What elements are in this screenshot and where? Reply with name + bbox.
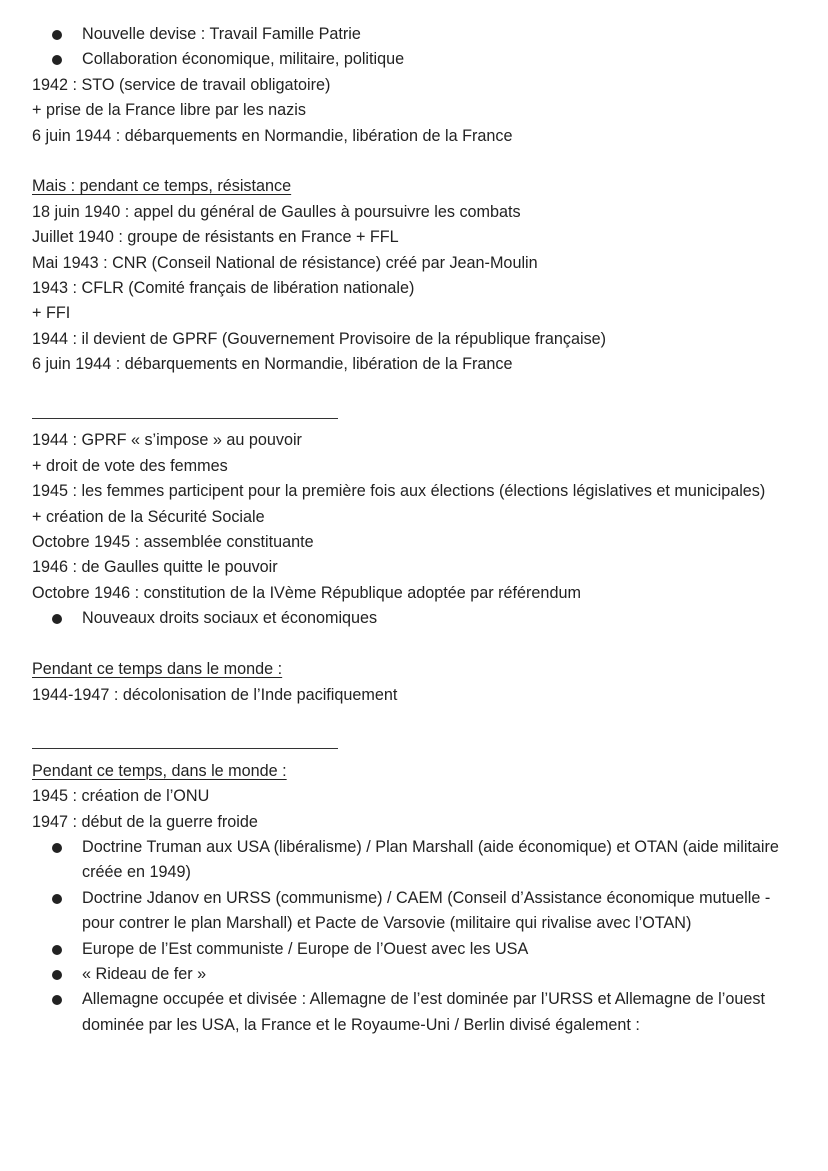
list-item-text: Collaboration économique, militaire, politique xyxy=(82,50,405,69)
horizontal-divider xyxy=(32,733,792,758)
bullet-icon xyxy=(52,945,62,955)
bullet-icon xyxy=(52,55,62,65)
section-heading-resistance: Mais : pendant ce temps, résistance xyxy=(32,177,292,196)
blank-line xyxy=(32,378,792,403)
text-line: 1944-1947 : décolonisation de l’Inde pacifiquement xyxy=(32,685,398,704)
text-line: 1942 : STO (service de travail obligatoire) xyxy=(32,75,331,94)
blank-line xyxy=(32,149,792,174)
list-item xyxy=(32,606,792,631)
text-line: + FFI xyxy=(32,304,71,323)
list-item-text: « Rideau de fer » xyxy=(82,964,207,983)
text-line: 1943 : CFLR (Comité français de libération nationale) xyxy=(32,279,415,298)
text-line: Octobre 1946 : constitution de la IVème République adoptée par référendum xyxy=(32,583,581,602)
text-line: 6 juin 1944 : débarquements en Normandie, libération de la France xyxy=(32,355,513,374)
text-line: 6 juin 1944 : débarquements en Normandie, libération de la France xyxy=(32,126,513,145)
bullet-icon xyxy=(52,894,62,904)
list-item-text: Doctrine Jdanov en URSS (communisme) / CAEM (Conseil d’Assistance économique mutuelle - pour contrer le plan Marshall) et Pacte de Varsovie (militaire qui rivalise avec l’OTAN) xyxy=(82,888,771,933)
bullet-icon xyxy=(52,970,62,980)
section-heading-monde: Pendant ce temps dans le monde : xyxy=(32,660,283,679)
list-item-text: Nouveaux droits sociaux et économiques xyxy=(82,609,378,628)
blank-line xyxy=(32,708,792,733)
document-page xyxy=(32,22,792,1038)
text-line: + droit de vote des femmes xyxy=(32,456,228,475)
blank-line xyxy=(32,632,792,657)
text-line: Octobre 1945 : assemblée constituante xyxy=(32,533,314,552)
list-item-text: Allemagne occupée et divisée : Allemagne de l’est dominée par l’URSS et Allemagne de l’ouest dominée par les USA, la France et le Royaume-Uni / Berlin divisé également : xyxy=(82,990,765,1034)
list-item xyxy=(32,47,792,72)
horizontal-divider xyxy=(32,403,792,428)
bullet-list-vichy xyxy=(32,22,792,73)
text-line: + prise de la France libre par les nazis xyxy=(32,101,306,120)
list-item-text: Nouvelle devise : Travail Famille Patrie xyxy=(82,25,361,43)
list-item-text: Doctrine Truman aux USA (libéralisme) / Plan Marshall (aide économique) et OTAN (aide militaire créée en 1949) xyxy=(82,837,779,882)
bullet-icon xyxy=(52,843,62,853)
bullet-icon xyxy=(52,614,62,624)
bullet-list-rights xyxy=(32,606,792,631)
text-line: 1944 : GPRF « s’impose » au pouvoir xyxy=(32,431,302,450)
text-line: 1945 : création de l’ONU xyxy=(32,787,210,806)
text-line: 1947 : début de la guerre froide xyxy=(32,812,258,831)
section-heading-monde-guerre-froide: Pendant ce temps, dans le monde : xyxy=(32,761,287,780)
list-item xyxy=(32,22,792,47)
text-line: 1944 : il devient de GPRF (Gouvernement Provisoire de la république française) xyxy=(32,329,607,348)
text-line: 18 juin 1940 : appel du général de Gaulles à poursuivre les combats xyxy=(32,202,521,221)
bullet-list-guerre-froide xyxy=(32,835,792,1038)
text-line: + création de la Sécurité Sociale xyxy=(32,507,265,526)
text-line: 1946 : de Gaulles quitte le pouvoir xyxy=(32,558,278,577)
text-line: Juillet 1940 : groupe de résistants en France + FFL xyxy=(32,228,399,247)
bullet-icon xyxy=(52,30,62,40)
list-item xyxy=(32,962,792,987)
list-item xyxy=(32,987,792,1038)
text-line: 1945 : les femmes participent pour la première fois aux élections (élections législatives et municipales) xyxy=(32,482,766,501)
bullet-icon xyxy=(52,995,62,1005)
text-line: Mai 1943 : CNR (Conseil National de résistance) créé par Jean-Moulin xyxy=(32,253,538,272)
list-item xyxy=(32,835,792,886)
list-item xyxy=(32,886,792,937)
list-item xyxy=(32,937,792,962)
list-item-text: Europe de l’Est communiste / Europe de l’Ouest avec les USA xyxy=(82,939,529,958)
